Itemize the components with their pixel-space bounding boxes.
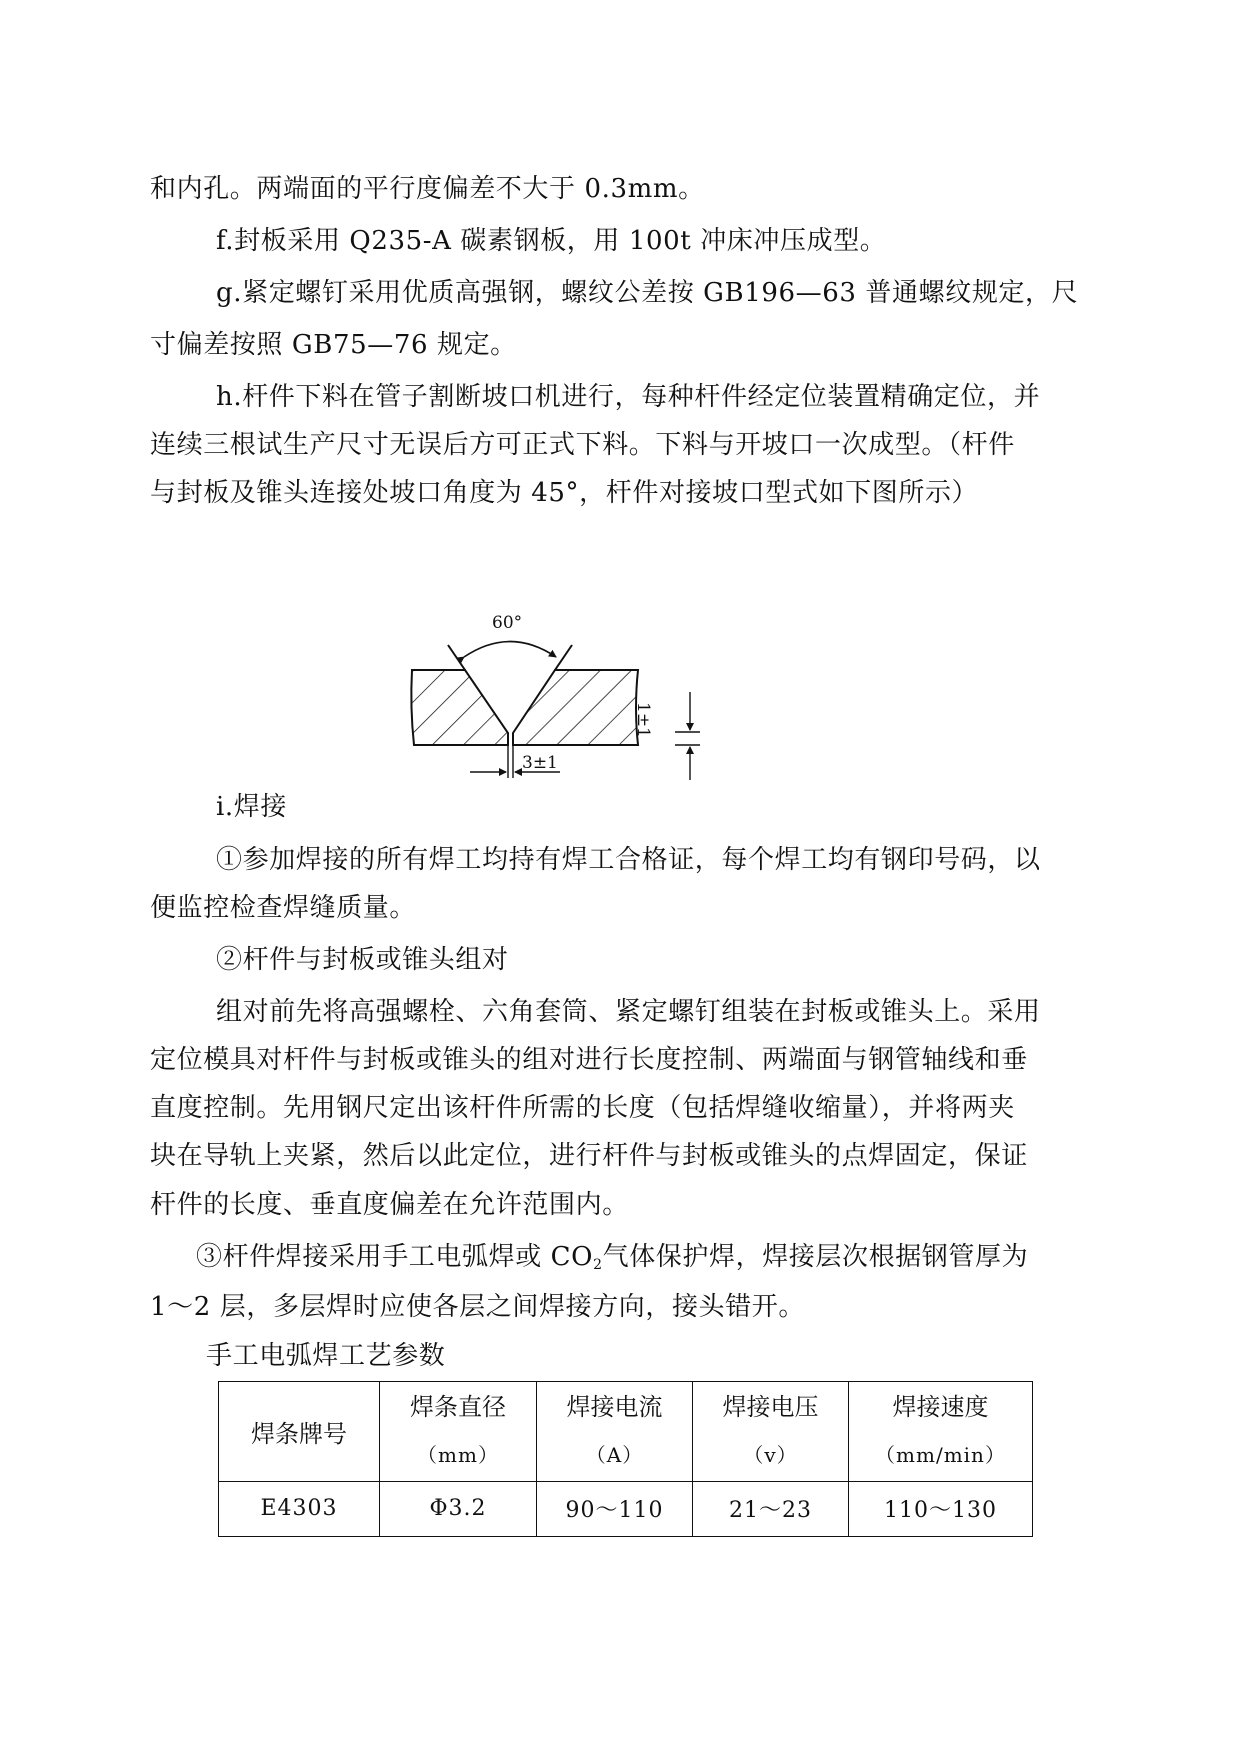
gap-label: 3±1 (522, 753, 558, 773)
table-header-cell (537, 1382, 693, 1482)
bevel-joint-diagram (400, 590, 760, 790)
paragraph-line: h.杆件下料在管子割断坡口机进行，每种杆件经定位装置精确定位，并 (216, 382, 1041, 412)
table-cell-electrode-diameter: Φ3.2 (380, 1481, 537, 1536)
table-row (219, 1481, 1033, 1536)
section-heading-welding: i.焊接 (216, 792, 287, 822)
paragraph-line: ①参加焊接的所有焊工均持有焊工合格证，每个焊工均有钢印号码，以 (216, 845, 1041, 875)
subheading-assembly: ②杆件与封板或锥头组对 (216, 945, 509, 975)
table-cell-welding-voltage: 21～23 (693, 1481, 849, 1536)
paragraph-line: 和内孔。两端面的平行度偏差不大于 0.3mm。 (150, 174, 705, 204)
paragraph-line: 1～2 层，多层焊时应使各层之间焊接方向，接头错开。 (150, 1292, 805, 1322)
header-title: 焊接电流 (566, 1393, 663, 1422)
paragraph-line-co2 (196, 1240, 1028, 1274)
bevel-guide-right (555, 645, 572, 670)
paragraph-line: f.封板采用 Q235-A 碳素钢板，用 100t 冲床冲压成型。 (216, 226, 887, 256)
table-header-row (219, 1382, 1033, 1482)
table-caption: 手工电弧焊工艺参数 (206, 1341, 446, 1371)
bevel-guide-left (448, 645, 465, 670)
left-plate (411, 670, 508, 745)
paragraph-line: 块在导轨上夹紧，然后以此定位，进行杆件与封板或锥头的点焊固定，保证 (150, 1141, 1028, 1171)
co2-text-after: 气体保护焊，焊接层次根据钢管厚为 (602, 1242, 1029, 1272)
paragraph-line: 与封板及锥头连接处坡口角度为 45°，杆件对接坡口型式如下图所示） (150, 478, 979, 508)
header-title: 焊接电压 (722, 1393, 819, 1422)
paragraph-line: 便监控检查焊缝质量。 (150, 893, 417, 923)
angle-arc (464, 642, 556, 658)
table-cell-electrode-grade: E4303 (219, 1481, 380, 1536)
paragraph-line: 组对前先将高强螺栓、六角套筒、紧定螺钉组装在封板或锥头上。采用 (216, 997, 1041, 1027)
header-unit: （v） (743, 1443, 798, 1468)
header-unit: （mm） (417, 1443, 499, 1468)
paragraph-line: 定位模具对杆件与封板或锥头的组对进行长度控制、两端面与钢管轴线和垂 (150, 1045, 1028, 1075)
header-unit: （A） (585, 1443, 644, 1468)
header-unit: （mm/min） (875, 1443, 1006, 1468)
root-label: 1±1 (633, 702, 653, 738)
paragraph-line: 连续三根试生产尺寸无误后方可正式下料。下料与开坡口一次成型。（杆件 (150, 430, 1015, 460)
table-header-cell (849, 1382, 1033, 1482)
angle-label: 60° (492, 613, 523, 633)
table-header-cell (219, 1382, 380, 1482)
header-title: 焊接速度 (892, 1393, 989, 1422)
table-header-cell (693, 1382, 849, 1482)
co2-text-before: ③杆件焊接采用手工电弧焊或 CO (196, 1242, 594, 1272)
paragraph-line: g.紧定螺钉采用优质高强钢，螺纹公差按 GB196—63 普通螺纹规定，尺 (216, 278, 1079, 308)
paragraph-line: 寸偏差按照 GB75—76 规定。 (150, 330, 517, 360)
header-title: 焊条直径 (410, 1393, 506, 1422)
table-cell-welding-current: 90～110 (537, 1481, 693, 1536)
welding-parameters-table (218, 1381, 1033, 1537)
header-title: 焊条牌号 (251, 1419, 347, 1448)
table-cell-welding-speed: 110～130 (849, 1481, 1033, 1536)
co2-subscript: 2 (593, 1257, 603, 1273)
right-plate (513, 670, 638, 745)
table-header-cell (380, 1382, 537, 1482)
paragraph-line: 直度控制。先用钢尺定出该杆件所需的长度（包括焊缝收缩量），并将两夹 (150, 1093, 1015, 1123)
paragraph-line: 杆件的长度、垂直度偏差在允许范围内。 (150, 1190, 629, 1220)
